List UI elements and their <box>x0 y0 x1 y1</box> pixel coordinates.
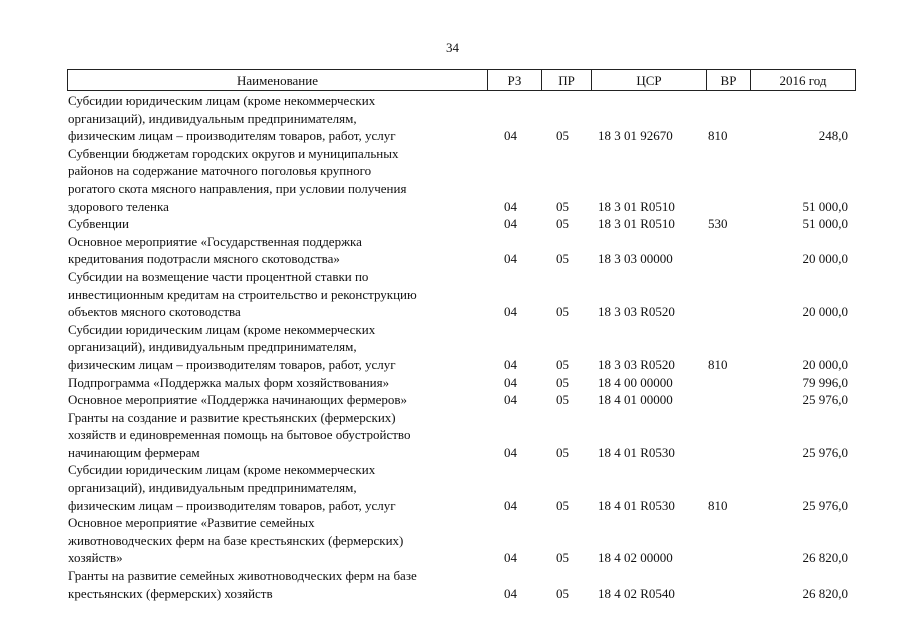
row-vr: 810 <box>708 128 728 144</box>
row-rz: 04 <box>504 128 517 144</box>
row-sum: 25 976,0 <box>802 392 848 408</box>
row-pr: 05 <box>556 356 569 372</box>
row-csr: 18 4 01 R0530 <box>598 444 675 460</box>
row-csr: 18 4 00 00000 <box>598 374 673 390</box>
row-rz: 04 <box>504 497 517 513</box>
row-csr: 18 3 03 R0520 <box>598 304 675 320</box>
table-row <box>0 321 905 374</box>
row-sum: 20 000,0 <box>802 304 848 320</box>
row-rz: 04 <box>504 585 517 601</box>
table-row <box>0 145 905 215</box>
row-rz: 04 <box>504 392 517 408</box>
table-row <box>0 461 905 514</box>
row-rz: 04 <box>504 251 517 267</box>
row-sum: 20 000,0 <box>802 356 848 372</box>
row-pr: 05 <box>556 128 569 144</box>
row-csr: 18 3 01 R0510 <box>598 198 675 214</box>
row-rz: 04 <box>504 356 517 372</box>
table-row <box>0 391 905 409</box>
header-csr: ЦСР <box>592 70 707 90</box>
row-sum: 25 976,0 <box>802 497 848 513</box>
row-pr: 05 <box>556 444 569 460</box>
row-sum: 20 000,0 <box>802 251 848 267</box>
row-csr: 18 4 02 00000 <box>598 550 673 566</box>
table-row <box>0 409 905 462</box>
row-name: Субсидии юридическим лицам (кроме некоммерческих организаций), индивидуальным предпринимателям, физическим лицам – производителям товаров, работ, услуг <box>68 321 396 372</box>
header-name: Наименование <box>68 70 488 90</box>
row-pr: 05 <box>556 304 569 320</box>
row-name: Гранты на развитие семейных животноводческих ферм на базе крестьянских (фермерских) хозяйств <box>68 568 417 601</box>
row-csr: 18 3 03 00000 <box>598 251 673 267</box>
header-pr: ПР <box>542 70 592 90</box>
row-sum: 51 000,0 <box>802 216 848 232</box>
row-pr: 05 <box>556 374 569 390</box>
table-row <box>0 215 905 233</box>
table-row <box>0 92 905 145</box>
row-name: Субсидии на возмещение части процентной ставки по инвестиционным кредитам на строительство и реконструкцию объектов мясного скотоводства <box>68 268 417 320</box>
row-rz: 04 <box>504 216 517 232</box>
row-pr: 05 <box>556 198 569 214</box>
row-sum: 248,0 <box>818 128 848 144</box>
row-name: Субвенции бюджетам городских округов и муниципальных районов на содержание маточного поголовья крупного рогатого скота мясного направления, при условии получения здорового теленка <box>68 145 407 214</box>
row-rz: 04 <box>504 198 517 214</box>
row-rz: 04 <box>504 304 517 320</box>
row-pr: 05 <box>556 251 569 267</box>
row-rz: 04 <box>504 374 517 390</box>
row-sum: 25 976,0 <box>802 444 848 460</box>
row-pr: 05 <box>556 392 569 408</box>
row-rz: 04 <box>504 444 517 460</box>
row-sum: 26 820,0 <box>802 550 848 566</box>
page-number: 34 <box>446 40 459 55</box>
row-vr: 810 <box>708 356 728 372</box>
row-sum: 79 996,0 <box>802 374 848 390</box>
row-pr: 05 <box>556 216 569 232</box>
row-name: Основное мероприятие «Развитие семейных животноводческих ферм на базе крестьянских (фермерских) хозяйств» <box>68 515 404 566</box>
row-name: Субсидии юридическим лицам (кроме некоммерческих организаций), индивидуальным предпринимателям, физическим лицам – производителям товаров, работ, услуг <box>68 93 396 144</box>
row-name: Субвенции <box>68 216 129 232</box>
row-csr: 18 3 01 R0510 <box>598 216 675 232</box>
row-pr: 05 <box>556 497 569 513</box>
row-csr: 18 4 02 R0540 <box>598 585 675 601</box>
header-vr: ВР <box>707 70 751 90</box>
row-csr: 18 4 01 00000 <box>598 392 673 408</box>
row-pr: 05 <box>556 550 569 566</box>
row-csr: 18 3 01 92670 <box>598 128 673 144</box>
row-name: Гранты на создание и развитие крестьянских (фермерских) хозяйств и единовременная помощь на бытовое обустройство начинающим фермерам <box>68 409 411 460</box>
row-rz: 04 <box>504 550 517 566</box>
row-csr: 18 4 01 R0530 <box>598 497 675 513</box>
table-row <box>0 567 905 602</box>
table-row <box>0 268 905 321</box>
header-year: 2016 год <box>779 73 827 88</box>
row-name: Субсидии юридическим лицам (кроме некоммерческих организаций), индивидуальным предпринимателям, физическим лицам – производителям товаров, работ, услуг <box>68 462 396 513</box>
row-vr: 530 <box>708 216 728 232</box>
row-name: Основное мероприятие «Государственная поддержка кредитования подотрасли мясного скотоводства» <box>68 233 362 267</box>
row-sum: 26 820,0 <box>802 585 848 601</box>
row-name: Подпрограмма «Поддержка малых форм хозяйствования» <box>68 374 390 390</box>
row-pr: 05 <box>556 585 569 601</box>
table-body <box>0 92 905 602</box>
header-rz: РЗ <box>488 70 542 90</box>
row-sum: 51 000,0 <box>802 198 848 214</box>
row-vr: 810 <box>708 497 728 513</box>
table-header <box>67 69 856 91</box>
table-row <box>0 233 905 268</box>
table-row <box>0 374 905 392</box>
row-csr: 18 3 03 R0520 <box>598 356 675 372</box>
table-row <box>0 514 905 567</box>
row-name: Основное мероприятие «Поддержка начинающих фермеров» <box>68 392 408 408</box>
